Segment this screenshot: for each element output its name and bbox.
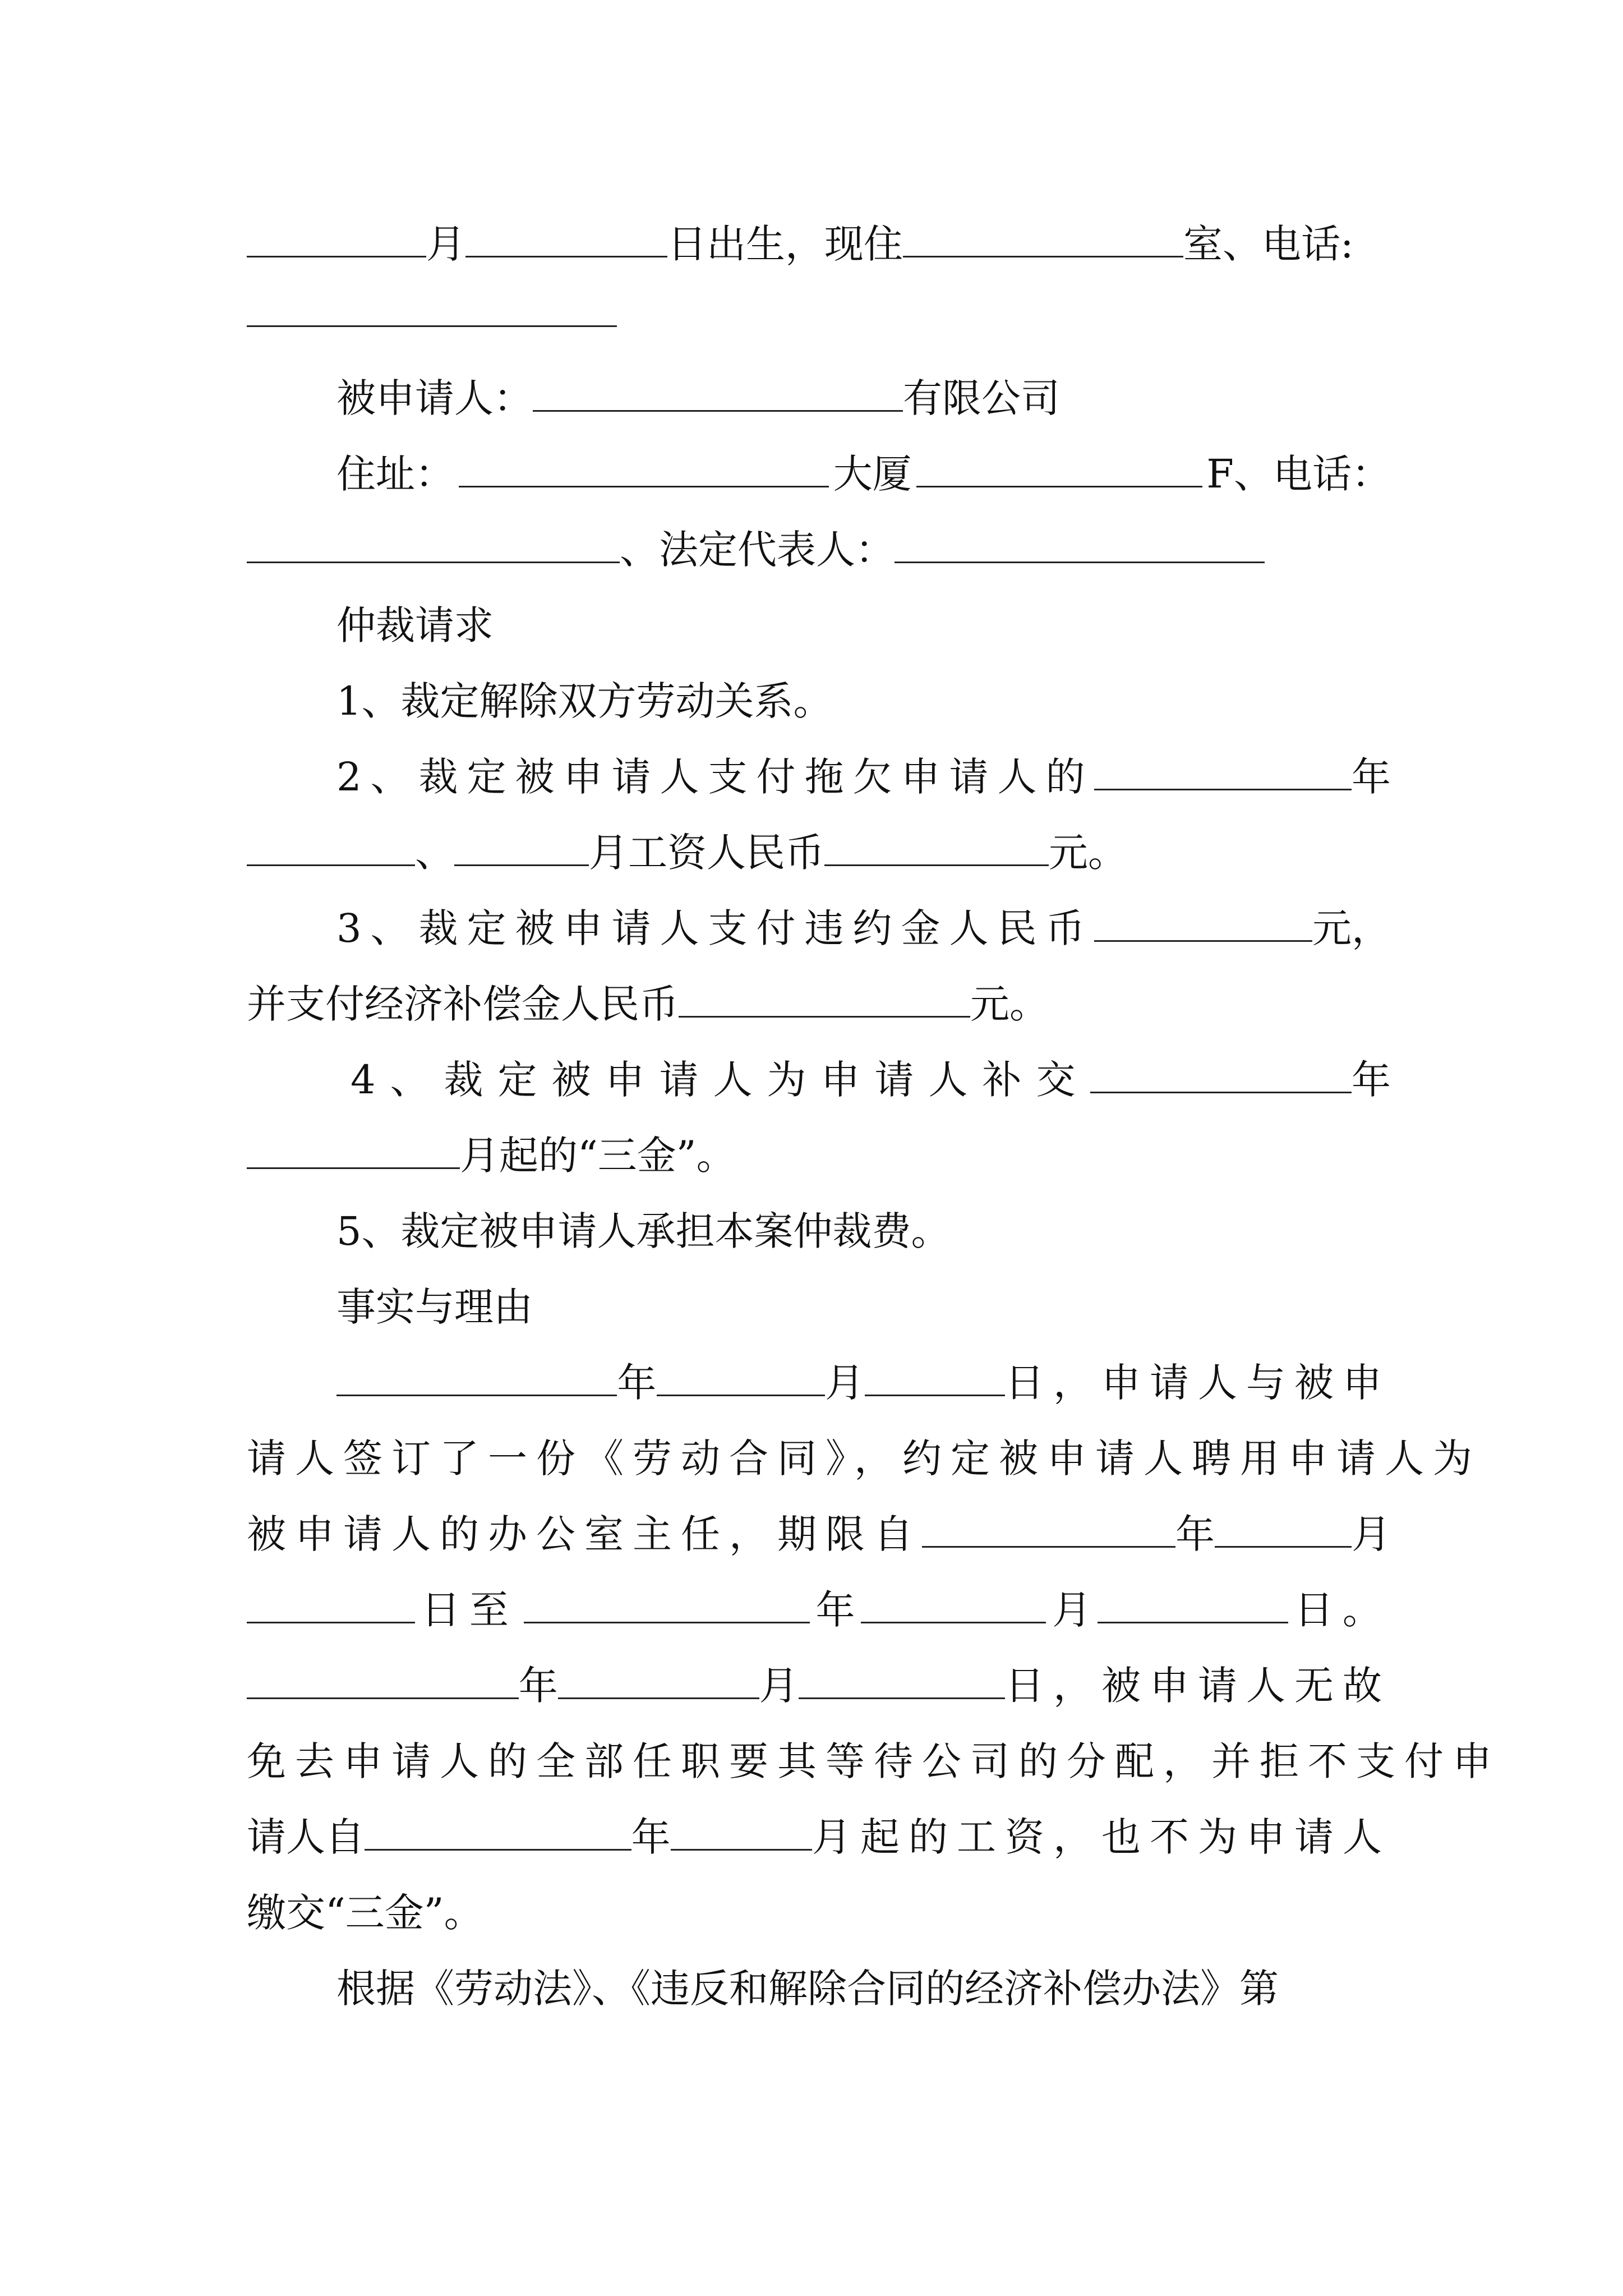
legal-rep-label: 、法定代表人：: [620, 527, 895, 573]
month-label: 月: [1052, 1587, 1092, 1633]
dismissal-year-blank: [247, 1663, 519, 1699]
claim-3-line: [336, 898, 1391, 959]
unpaid-year-blank: [365, 1814, 631, 1851]
respondent-phone-blank: [247, 527, 620, 563]
legal-basis-line: [336, 1958, 1391, 2019]
respondent-name-blank: [533, 375, 903, 412]
claim-4-cont-text: 月起的“三金”。: [460, 1133, 736, 1179]
year-label: 年: [1352, 1057, 1391, 1103]
claim-4-month-blank: [247, 1133, 460, 1169]
respondent-line: [336, 367, 1391, 429]
address-blank: [459, 451, 829, 487]
birth-residence-label: 日出生，现住: [667, 221, 903, 267]
floor-phone-label: F、电话：: [1206, 451, 1391, 497]
facts-line-2-text: 请人签订了一份《劳动合同》，约定被申请人聘用申请人为: [247, 1435, 1481, 1481]
claim-2-text: 2、裁定被申请人支付拖欠申请人的: [336, 754, 1094, 800]
legal-rep-line: [247, 519, 1391, 581]
month-label: 月: [825, 1360, 865, 1406]
yuan-label: 元。: [1049, 830, 1127, 876]
facts-line-5: [247, 1655, 1391, 1717]
claim-5-line: [336, 1200, 1391, 1262]
claim-4-year-blank: [1090, 1057, 1352, 1093]
year-label: 年: [1352, 754, 1391, 800]
claim-4-text: 4、裁定被申请人为申请人补交: [351, 1057, 1090, 1103]
floor-blank: [916, 451, 1202, 487]
claim-1-text: 1、裁定解除双方劳动关系。: [336, 678, 833, 724]
day-period-label: 日。: [1294, 1587, 1391, 1633]
month-label: 月: [1352, 1511, 1391, 1557]
facts-line-7-text: 月起的工资，也不为申请人: [812, 1814, 1391, 1860]
facts-line-8-text: 缴交“三金”。: [247, 1890, 483, 1936]
claim-2-cont-line: [247, 822, 1391, 884]
month-label: 月: [759, 1663, 799, 1709]
claim-3-cont-line: [247, 973, 1391, 1035]
birth-residence-line: [247, 213, 1391, 275]
term-to-label: 日至: [421, 1587, 518, 1633]
claims-heading-line: [336, 595, 1391, 656]
birth-month-blank: [465, 221, 667, 257]
contract-month-blank: [657, 1360, 825, 1396]
applicant-phone-blank: [247, 303, 617, 327]
facts-line-6-text: 免去申请人的全部任职要其等待公司的分配，并拒不支付申: [247, 1738, 1501, 1784]
term-start-day-blank: [247, 1587, 415, 1623]
penalty-amount-blank: [1094, 905, 1312, 942]
company-suffix: 有限公司: [903, 375, 1060, 421]
contract-year-blank: [336, 1360, 617, 1396]
residence-blank: [903, 221, 1183, 257]
yuan-comma-label: 元，: [1312, 905, 1391, 951]
facts-line-1-text: 日，申请人与被申: [1004, 1360, 1391, 1406]
wage-label: 月工资人民币: [589, 830, 824, 876]
compensation-amount-blank: [679, 981, 970, 1018]
legal-rep-blank: [895, 527, 1265, 563]
claim-4-line: [351, 1049, 1391, 1111]
unpaid-month-blank: [671, 1814, 812, 1851]
claim-5-text: 5、裁定被申请人承担本案仲裁费。: [336, 1208, 951, 1254]
year-label: 年: [631, 1814, 671, 1860]
facts-line-5-text: 日，被申请人无故: [1005, 1663, 1391, 1709]
facts-line-7: [247, 1806, 1391, 1868]
month-label: 月: [426, 221, 465, 267]
building-label: 大厦: [833, 451, 912, 497]
claim-2-month-blank-1: [247, 830, 415, 866]
facts-line-6: [247, 1731, 1501, 1792]
term-start-year-blank: [922, 1511, 1175, 1548]
term-end-day-blank: [1098, 1587, 1288, 1623]
term-end-month-blank: [861, 1587, 1046, 1623]
birth-year-blank: [247, 221, 426, 257]
facts-line-3-text: 被申请人的办公室主任，期限自: [247, 1511, 922, 1557]
claim-2-month-blank-2: [454, 830, 589, 866]
facts-line-3: [247, 1503, 1391, 1565]
term-end-year-blank: [524, 1587, 810, 1623]
claim-2-year-blank: [1094, 754, 1352, 790]
facts-heading: 事实与理由: [336, 1284, 533, 1330]
wage-amount-blank: [824, 830, 1049, 866]
compensation-text: 并支付经济补偿金人民币: [247, 981, 679, 1027]
facts-line-2: [247, 1428, 1481, 1489]
facts-heading-line: [336, 1276, 1391, 1338]
year-label: 年: [518, 1663, 558, 1709]
year-label: 年: [815, 1587, 855, 1633]
yuan-period-label: 元。: [970, 981, 1049, 1027]
contract-day-blank: [865, 1360, 1005, 1396]
claim-3-text: 3、裁定被申请人支付违约金人民币: [336, 905, 1094, 951]
address-label: 住址：: [336, 451, 454, 497]
legal-basis-text: 根据《劳动法》、《违反和解除合同的经济补偿办法》第: [336, 1966, 1279, 2012]
claim-4-cont-line: [247, 1125, 1391, 1186]
year-label: 年: [1175, 1511, 1215, 1557]
claim-1-line: [336, 670, 1391, 732]
facts-line-7-lead: 请人自: [247, 1814, 365, 1860]
dismissal-day-blank: [799, 1663, 1005, 1699]
claims-heading: 仲裁请求: [336, 602, 494, 648]
facts-line-1: [336, 1352, 1391, 1414]
facts-line-8: [247, 1882, 1391, 1944]
year-label: 年: [617, 1360, 657, 1406]
facts-line-4: [247, 1579, 1391, 1641]
term-start-month-blank: [1215, 1511, 1352, 1548]
room-phone-label: 室、电话:: [1183, 221, 1354, 267]
respondent-label: 被申请人：: [336, 375, 533, 421]
comma-label: 、: [415, 830, 454, 876]
address-line: [336, 443, 1391, 505]
claim-2-line: [336, 746, 1391, 808]
dismissal-month-blank: [558, 1663, 759, 1699]
